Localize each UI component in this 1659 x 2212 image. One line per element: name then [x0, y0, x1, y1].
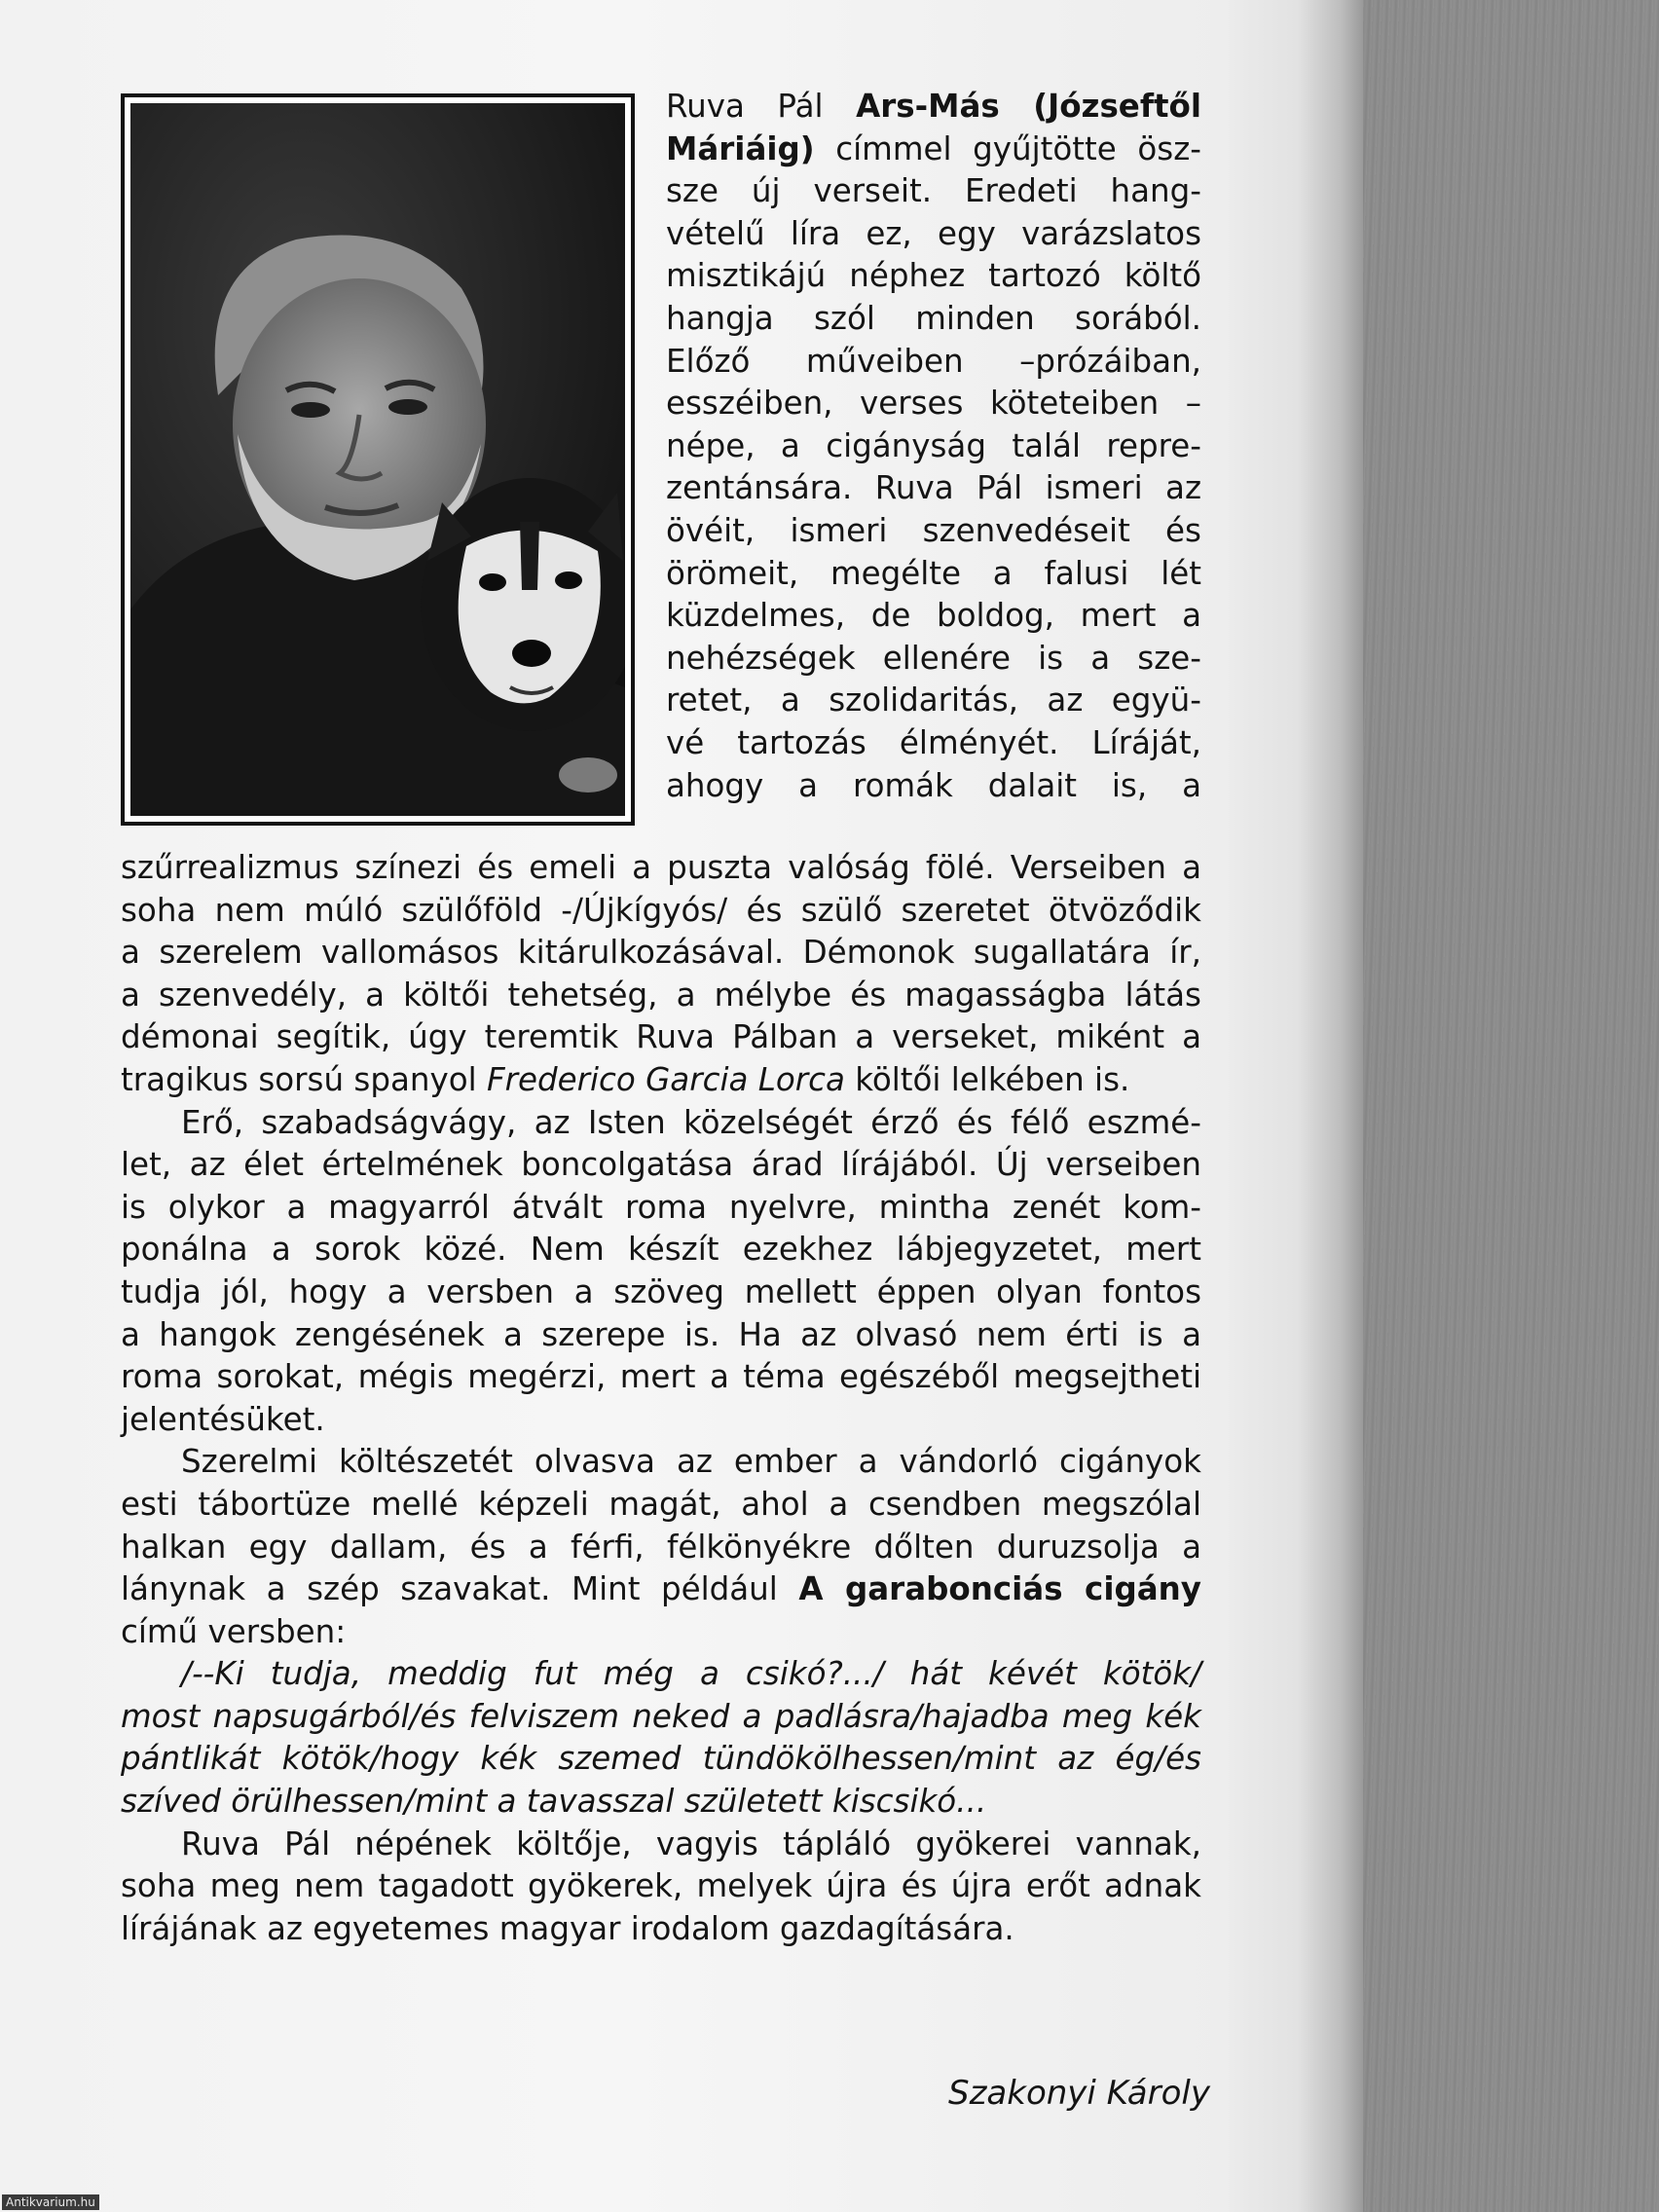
text-run: örömeit, megélte a falusi lét	[666, 554, 1201, 592]
text-run: most napsugárból/és felviszem neked a padlásra/hajadba meg kék	[121, 1697, 1201, 1735]
text-run: soha nem múló szülőföld -/Újkígyós/ és szülő szeretet ötvöződik	[121, 891, 1201, 929]
text-run: nehézségek ellenére is a sze-	[666, 639, 1201, 677]
text-line	[666, 553, 1201, 596]
text-run: esszéiben, verses köteteiben –	[666, 385, 1201, 423]
main-text-block	[121, 847, 1201, 1950]
text-line	[666, 341, 1201, 384]
text-line	[121, 1102, 1201, 1145]
text-line	[666, 680, 1201, 722]
text-line	[121, 975, 1201, 1017]
watermark-label: Antikvarium.hu	[2, 2194, 99, 2210]
text-run: a szerelem vallomásos kitárulkozásával. Démonok sugallatára ír,	[121, 934, 1201, 972]
text-line	[121, 1653, 1201, 1696]
text-line	[121, 1399, 1201, 1442]
text-line	[666, 467, 1201, 510]
text-run: misztikájú néphez tartozó költő	[666, 257, 1201, 295]
text-line	[666, 129, 1201, 171]
text-line	[121, 890, 1201, 933]
text-run: vételű líra ez, egy varázslatos	[666, 214, 1201, 252]
text-run: vé tartozás élményét. Líráját,	[666, 723, 1201, 761]
text-line	[121, 1144, 1201, 1187]
text-line	[121, 1738, 1201, 1781]
text-line	[666, 425, 1201, 468]
text-run: a szenvedély, a költői tehetség, a mélybe és magasságba látás	[121, 976, 1201, 1014]
text-line	[666, 170, 1201, 213]
book-cover-edge	[1217, 0, 1363, 2212]
background-surface	[1355, 0, 1659, 2212]
text-line	[121, 1908, 1201, 1951]
text-run: hangja szól minden sorából.	[666, 299, 1201, 337]
text-line	[666, 722, 1201, 765]
text-run: lánynak a szép szavakat. Mint például	[121, 1570, 799, 1608]
text-line	[121, 1568, 1201, 1611]
text-run: démonai segítik, úgy teremtik Ruva Pálban a verseket, miként a	[121, 1018, 1201, 1056]
text-run: halkan egy dallam, és a férfi, félkönyékre dőlten duruzsolja a	[121, 1528, 1201, 1566]
text-run: övéit, ismeri szenvedéseit és	[666, 511, 1201, 549]
text-run: soha meg nem tagadott gyökerek, melyek újra és újra erőt adnak	[121, 1867, 1201, 1905]
text-line	[121, 1314, 1201, 1357]
text-run: is olykor a magyarról átvált roma nyelvre, mintha zenét kom-	[121, 1188, 1201, 1226]
text-run: sze új verseit. Eredeti hang-	[666, 172, 1201, 210]
text-line	[666, 86, 1201, 129]
text-line	[121, 1781, 1201, 1824]
text-line	[666, 213, 1201, 256]
text-run: let, az élet értelmének boncolgatása árad lírájából. Új verseiben	[121, 1146, 1201, 1184]
author-photo	[121, 93, 635, 826]
text-line	[666, 638, 1201, 681]
text-run: lírájának az egyetemes magyar irodalom gazdagítására.	[121, 1909, 1014, 1947]
text-line	[121, 932, 1201, 975]
text-run: Máriáig)	[666, 129, 815, 167]
text-run: Frederico Garcia Lorca	[486, 1060, 845, 1098]
text-line	[121, 1441, 1201, 1484]
author-signature: Szakonyi Károly	[948, 2074, 1210, 2113]
text-line	[666, 383, 1201, 425]
text-line	[121, 1824, 1201, 1866]
text-line	[666, 765, 1201, 808]
text-run: népe, a cigányság talál repre-	[666, 426, 1201, 464]
text-line	[121, 1527, 1201, 1569]
text-run: esti tábortüze mellé képzeli magát, ahol a csendben megszólal	[121, 1485, 1201, 1523]
text-line	[121, 1187, 1201, 1230]
text-line	[121, 1356, 1201, 1399]
text-run: szűrrealizmus színezi és emeli a puszta valóság fölé. Verseiben a	[121, 849, 1201, 886]
text-run: tragikus sorsú spanyol	[121, 1060, 487, 1098]
text-run: ahogy a romák dalait is, a	[666, 766, 1201, 804]
text-line	[121, 1484, 1201, 1527]
text-run: /--Ki tudja, meddig fut még a csikó?.../ hát kévét kötök/	[181, 1655, 1201, 1693]
text-run: szíved örülhessen/mint a tavasszal született kiscsikó...	[121, 1783, 987, 1821]
text-line	[666, 298, 1201, 341]
text-run: retet, a szolidaritás, az együ-	[666, 682, 1201, 719]
text-line	[666, 595, 1201, 638]
text-run: költői lelkében is.	[844, 1060, 1130, 1098]
text-line	[121, 1611, 1201, 1654]
text-run: pántlikát kötök/hogy kék szemed tündökölhessen/mint az ég/és	[121, 1740, 1201, 1778]
text-run: Szerelmi költészetét olvasva az ember a vándorló cigányok	[181, 1443, 1201, 1481]
text-run: roma sorokat, mégis megérzi, mert a téma egészéből megsejtheti	[121, 1358, 1201, 1396]
text-line	[121, 1229, 1201, 1272]
text-run: Ruva Pál	[666, 88, 857, 125]
text-line	[121, 1059, 1201, 1102]
text-run: jelentésüket.	[121, 1400, 325, 1438]
author-portrait-image	[130, 103, 625, 816]
text-run: küzdelmes, de boldog, mert a	[666, 597, 1201, 635]
text-run: Előző műveiben –prózáiban,	[666, 342, 1201, 380]
text-line	[121, 1272, 1201, 1314]
text-line	[121, 847, 1201, 890]
text-run: Ruva Pál népének költője, vagyis tápláló gyökerei vannak,	[181, 1825, 1201, 1862]
text-line	[121, 1696, 1201, 1739]
text-line	[666, 510, 1201, 553]
text-line	[121, 1865, 1201, 1908]
text-line	[666, 255, 1201, 298]
text-run: tudja jól, hogy a versben a szöveg mellett éppen olyan fontos	[121, 1272, 1201, 1310]
text-run: a hangok zengésének a szerepe is. Ha az olvasó nem érti is a	[121, 1315, 1201, 1353]
text-run: címmel gyűjtötte ösz-	[814, 129, 1201, 167]
text-run: ponálna a sorok közé. Nem készít ezekhez lábjegyzetet, mert	[121, 1231, 1201, 1269]
intro-text-block	[666, 86, 1201, 807]
text-run: című versben:	[121, 1612, 347, 1650]
text-run: Ars-Más (Józseftől	[856, 88, 1201, 125]
text-run: A garabonciás cigány	[798, 1570, 1201, 1608]
text-run: zentánsára. Ruva Pál ismeri az	[666, 469, 1201, 507]
text-run: Erő, szabadságvágy, az Isten közelségét érző és félő eszmé-	[181, 1103, 1201, 1141]
text-line	[121, 1016, 1201, 1059]
